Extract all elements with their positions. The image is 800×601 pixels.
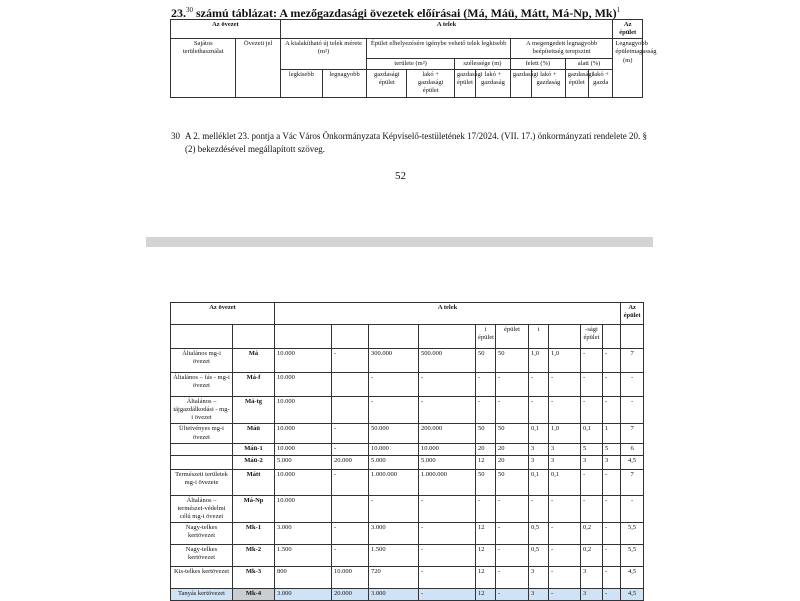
table-cell: 50.000 [369, 424, 419, 443]
table-cell: - [529, 495, 549, 522]
zone-code: Mátt [233, 469, 275, 495]
table-cell: - [496, 397, 529, 424]
table-cell: 7 [621, 424, 644, 443]
table-cell: - [621, 373, 644, 397]
table-cell: 10.000 [419, 443, 476, 455]
table-cell: 6 [621, 443, 644, 455]
table-cell: 1 [603, 424, 621, 443]
table-cell: 50 [476, 469, 496, 495]
regulations-table-header [170, 19, 657, 98]
table-cell: 10.000 [275, 424, 332, 443]
table-cell: - [419, 495, 476, 522]
table-cell: 3 [581, 589, 603, 601]
zone-name: Általános – természet-védelmi célú mg-i övezet [171, 495, 233, 522]
table-cell: 300.000 [369, 349, 419, 373]
table-row [171, 455, 644, 469]
zone-code: Mk-4 [233, 589, 275, 601]
table-cell: - [549, 495, 581, 522]
table-cell: 10.000 [275, 373, 332, 397]
table-cell: 50 [496, 349, 529, 373]
page-break-divider [146, 237, 653, 247]
table-cell: 0,5 [529, 523, 549, 545]
header-sagi-epulet: -sági épület [581, 325, 603, 349]
header-legnagyobb: legnagyobb [322, 69, 366, 97]
table-cell: - [332, 443, 369, 455]
table-cell: - [332, 523, 369, 545]
table-cell: 10.000 [275, 443, 332, 455]
footnote-number: 30 [171, 131, 180, 141]
table-cell: 10.000 [275, 349, 332, 373]
table-cell: 5,5 [621, 545, 644, 567]
table-cell: 720 [369, 567, 419, 589]
header-az-epulet: Az épület [621, 303, 644, 325]
table-cell: - [332, 424, 369, 443]
table-cell: 0,2 [581, 545, 603, 567]
table-cell: 7 [621, 469, 644, 495]
zone-code: Mk-1 [233, 523, 275, 545]
table-cell: 1.000.000 [419, 469, 476, 495]
table-cell: - [419, 523, 476, 545]
table-cell: 10.000 [332, 567, 369, 589]
table-cell: 5,5 [621, 523, 644, 545]
table-cell [332, 373, 369, 397]
table-cell: - [603, 523, 621, 545]
table-cell: 1.500 [275, 545, 332, 567]
table-cell: 7 [621, 349, 644, 373]
table-cell: 50 [496, 424, 529, 443]
header-kialakithato: A kialakítható új telek mérete (m²) [280, 39, 367, 69]
table-cell: - [332, 469, 369, 495]
table-cell: 3 [581, 455, 603, 469]
header-a-telek: A telek [280, 20, 613, 39]
table-cell: 20.000 [332, 455, 369, 469]
table-cell [332, 397, 369, 424]
table-cell: - [549, 567, 581, 589]
table-cell: 0,1 [581, 424, 603, 443]
table-cell: 12 [476, 567, 496, 589]
table-cell: 10.000 [369, 443, 419, 455]
table-cell: 20.000 [332, 589, 369, 601]
table-cell: - [603, 397, 621, 424]
table-cell: 3 [603, 455, 621, 469]
zone-code: Má-tg [233, 397, 275, 424]
table-cell: 3.000 [275, 589, 332, 601]
header-epuletmagassag: Legnagyobb épületmagasság (m) [613, 39, 643, 97]
table-cell: - [419, 373, 476, 397]
table-cell: 12 [476, 523, 496, 545]
table-row [171, 397, 644, 424]
header-alatt: alatt (%) [565, 58, 613, 69]
table-cell: - [603, 545, 621, 567]
table-cell: 500.000 [419, 349, 476, 373]
zone-name: Tanyás kertövezet [171, 589, 233, 601]
table-cell: 5 [603, 443, 621, 455]
table-cell: 10.000 [275, 469, 332, 495]
table-cell: - [496, 523, 529, 545]
table-cell: - [496, 373, 529, 397]
table-row [171, 545, 644, 567]
table-cell: 1.500 [369, 545, 419, 567]
table-cell: 50 [476, 424, 496, 443]
table-cell: 50 [476, 349, 496, 373]
table-cell: 1,0 [529, 349, 549, 373]
zone-name: Természeti területek mg-i övezete [171, 469, 233, 495]
table-row [171, 567, 644, 589]
header-lako-gazdasag: lakó + gazdaság [476, 69, 511, 97]
table-row [171, 349, 644, 373]
table-cell: - [549, 397, 581, 424]
table-row [171, 495, 644, 522]
table-cell: 5 [581, 443, 603, 455]
table-cell: 20 [476, 443, 496, 455]
table-cell: - [529, 397, 549, 424]
header-lako-gazdasag-2: lakó + gazdaság [531, 69, 565, 97]
header-i: i [529, 325, 549, 349]
page-number: 52 [395, 170, 406, 182]
header-epulet: épület [496, 325, 529, 349]
table-cell: - [549, 373, 581, 397]
table-row [171, 373, 644, 397]
table-cell: 10.000 [275, 397, 332, 424]
table-cell: 4,5 [621, 589, 644, 601]
table-cell: - [549, 523, 581, 545]
table-cell: 10.000 [275, 495, 332, 522]
table-cell: 3 [529, 589, 549, 601]
table-cell: - [603, 567, 621, 589]
header-felett: felett (%) [510, 58, 565, 69]
table-cell: - [419, 589, 476, 601]
table-cell [332, 495, 369, 522]
table-cell: 3 [529, 443, 549, 455]
table-cell: - [603, 373, 621, 397]
table-cell: 50 [496, 469, 529, 495]
table-cell: 3 [529, 567, 549, 589]
table-cell: - [603, 589, 621, 601]
table-cell: 4,5 [621, 455, 644, 469]
table-cell: - [419, 567, 476, 589]
header-legkisebb: legkisebb [280, 69, 322, 97]
table-cell: - [332, 349, 369, 373]
table-cell: - [621, 397, 644, 424]
zone-name: Általános mg-i övezet [171, 349, 233, 373]
table-row [171, 589, 644, 601]
zone-code: Mk-3 [233, 567, 275, 589]
table-row [171, 523, 644, 545]
zone-code: Má-Np [233, 495, 275, 522]
table-cell: 0,1 [529, 469, 549, 495]
table-cell: - [369, 397, 419, 424]
table-cell: 3 [549, 443, 581, 455]
table-cell: - [621, 495, 644, 522]
header-gazdasagi-epulet-short: gazdasági épület [454, 69, 475, 97]
table-cell: 1,0 [549, 349, 581, 373]
table-cell: - [603, 495, 621, 522]
table-cell: - [332, 545, 369, 567]
zone-name: Általános – fás - mg-i övezet [171, 373, 233, 397]
table-row [171, 443, 644, 455]
table-cell: 12 [476, 589, 496, 601]
header-gazdasagi-epulet: gazdasági épület [367, 69, 407, 97]
header-az-epulet: Az épület [613, 20, 643, 39]
table-cell: 0,5 [529, 545, 549, 567]
table-cell: 800 [275, 567, 332, 589]
zone-name: Ültetvényes mg-i övezet [171, 424, 233, 443]
table-cell: - [476, 373, 496, 397]
table-cell: - [419, 545, 476, 567]
table-cell: - [581, 373, 603, 397]
header-az-ovezet: Az övezet [171, 303, 275, 325]
zone-name: Nagy-telkes kertövezet [171, 523, 233, 545]
table-cell: - [496, 495, 529, 522]
zone-name: Kis-telkes kertövezet [171, 567, 233, 589]
header-i-epulet: i épület [476, 325, 496, 349]
table-cell: 0,1 [549, 469, 581, 495]
header-lako-gazdasagi-epulet: lakó + gazdasági épület [407, 69, 455, 97]
zone-code: Má [233, 349, 275, 373]
table-cell: - [549, 545, 581, 567]
table-cell: - [581, 397, 603, 424]
footnote-text: A 2. melléklet 23. pontja a Vác Város Önkormányzata Képviselő-testületének 17/2024. (VII. 17.) önkormányzati rendelete 20. § (2) bekezdésével megállapított szöveg. [185, 131, 648, 155]
header-gazdasagi: gazdasági [510, 69, 531, 97]
header-ovezeti-jel: Övezeti jel [236, 39, 280, 97]
table-cell: 1,0 [549, 424, 581, 443]
table-cell: 3 [581, 567, 603, 589]
zone-code: Máü-1 [233, 443, 275, 455]
table-cell: 12 [476, 545, 496, 567]
table-cell: 0,2 [581, 523, 603, 545]
table-cell: 5.000 [419, 455, 476, 469]
header-szelessege: szélessége (m) [454, 58, 510, 69]
table-cell: - [496, 567, 529, 589]
table-cell: 0,1 [529, 424, 549, 443]
table-cell: 12 [476, 455, 496, 469]
zone-name: Általános – tájgazdálkodási - mg-i övezet [171, 397, 233, 424]
header-epulet-elhelyezesere: Épület elhelyezésére igénybe vehető telek legkisebb [367, 39, 511, 58]
header-gazdasagi-epulet-2: gazdasági épület [565, 69, 588, 97]
table-cell: - [603, 349, 621, 373]
zone-code: Máü [233, 424, 275, 443]
header-az-ovezet: Az övezet [171, 20, 281, 39]
table-row [171, 469, 644, 495]
zone-code: Má-f [233, 373, 275, 397]
table-cell: - [603, 469, 621, 495]
table-cell: - [581, 469, 603, 495]
table-cell: - [496, 545, 529, 567]
header-megengedett: A megengedett legnagyobb beépítettség terepszint [510, 39, 613, 58]
table-cell: 5.000 [369, 455, 419, 469]
table-cell: - [369, 495, 419, 522]
table-cell: - [496, 589, 529, 601]
table-cell: 5.000 [275, 455, 332, 469]
regulations-table-body [170, 302, 644, 601]
footnote [171, 130, 651, 156]
table-title: 23.30 számú táblázat: A mezőgazdasági övezetek előírásai (Má, Máü, Mátt, Má-Np, Mk)$^1$ [171, 6, 621, 20]
zone-name [171, 443, 233, 455]
table-cell: 3.000 [275, 523, 332, 545]
table-row [171, 424, 644, 443]
zone-code: Máü-2 [233, 455, 275, 469]
table-cell: 4,5 [621, 567, 644, 589]
table-cell: 3.000 [369, 589, 419, 601]
table-cell: - [549, 589, 581, 601]
table-cell: 200.000 [419, 424, 476, 443]
table-cell: 20 [496, 443, 529, 455]
table-cell: - [476, 495, 496, 522]
table-cell: 3.000 [369, 523, 419, 545]
table-cell: 3 [549, 455, 581, 469]
header-lako-gazda: lakó + gazda [588, 69, 612, 97]
table-cell: - [581, 495, 603, 522]
zone-name: Nagy-telkes kertövezet [171, 545, 233, 567]
table-cell: - [369, 373, 419, 397]
zone-name [171, 455, 233, 469]
table-cell: - [529, 373, 549, 397]
table-cell: 1.000.000 [369, 469, 419, 495]
zone-code: Mk-2 [233, 545, 275, 567]
header-sajatos: Sajátos területhasználat [171, 39, 236, 97]
table-cell: - [581, 349, 603, 373]
table-cell: 3 [529, 455, 549, 469]
header-terulete: területe (m²) [367, 58, 455, 69]
table-cell: - [419, 397, 476, 424]
table-cell: 20 [496, 455, 529, 469]
header-a-telek: A telek [275, 303, 621, 325]
table-cell: - [476, 397, 496, 424]
